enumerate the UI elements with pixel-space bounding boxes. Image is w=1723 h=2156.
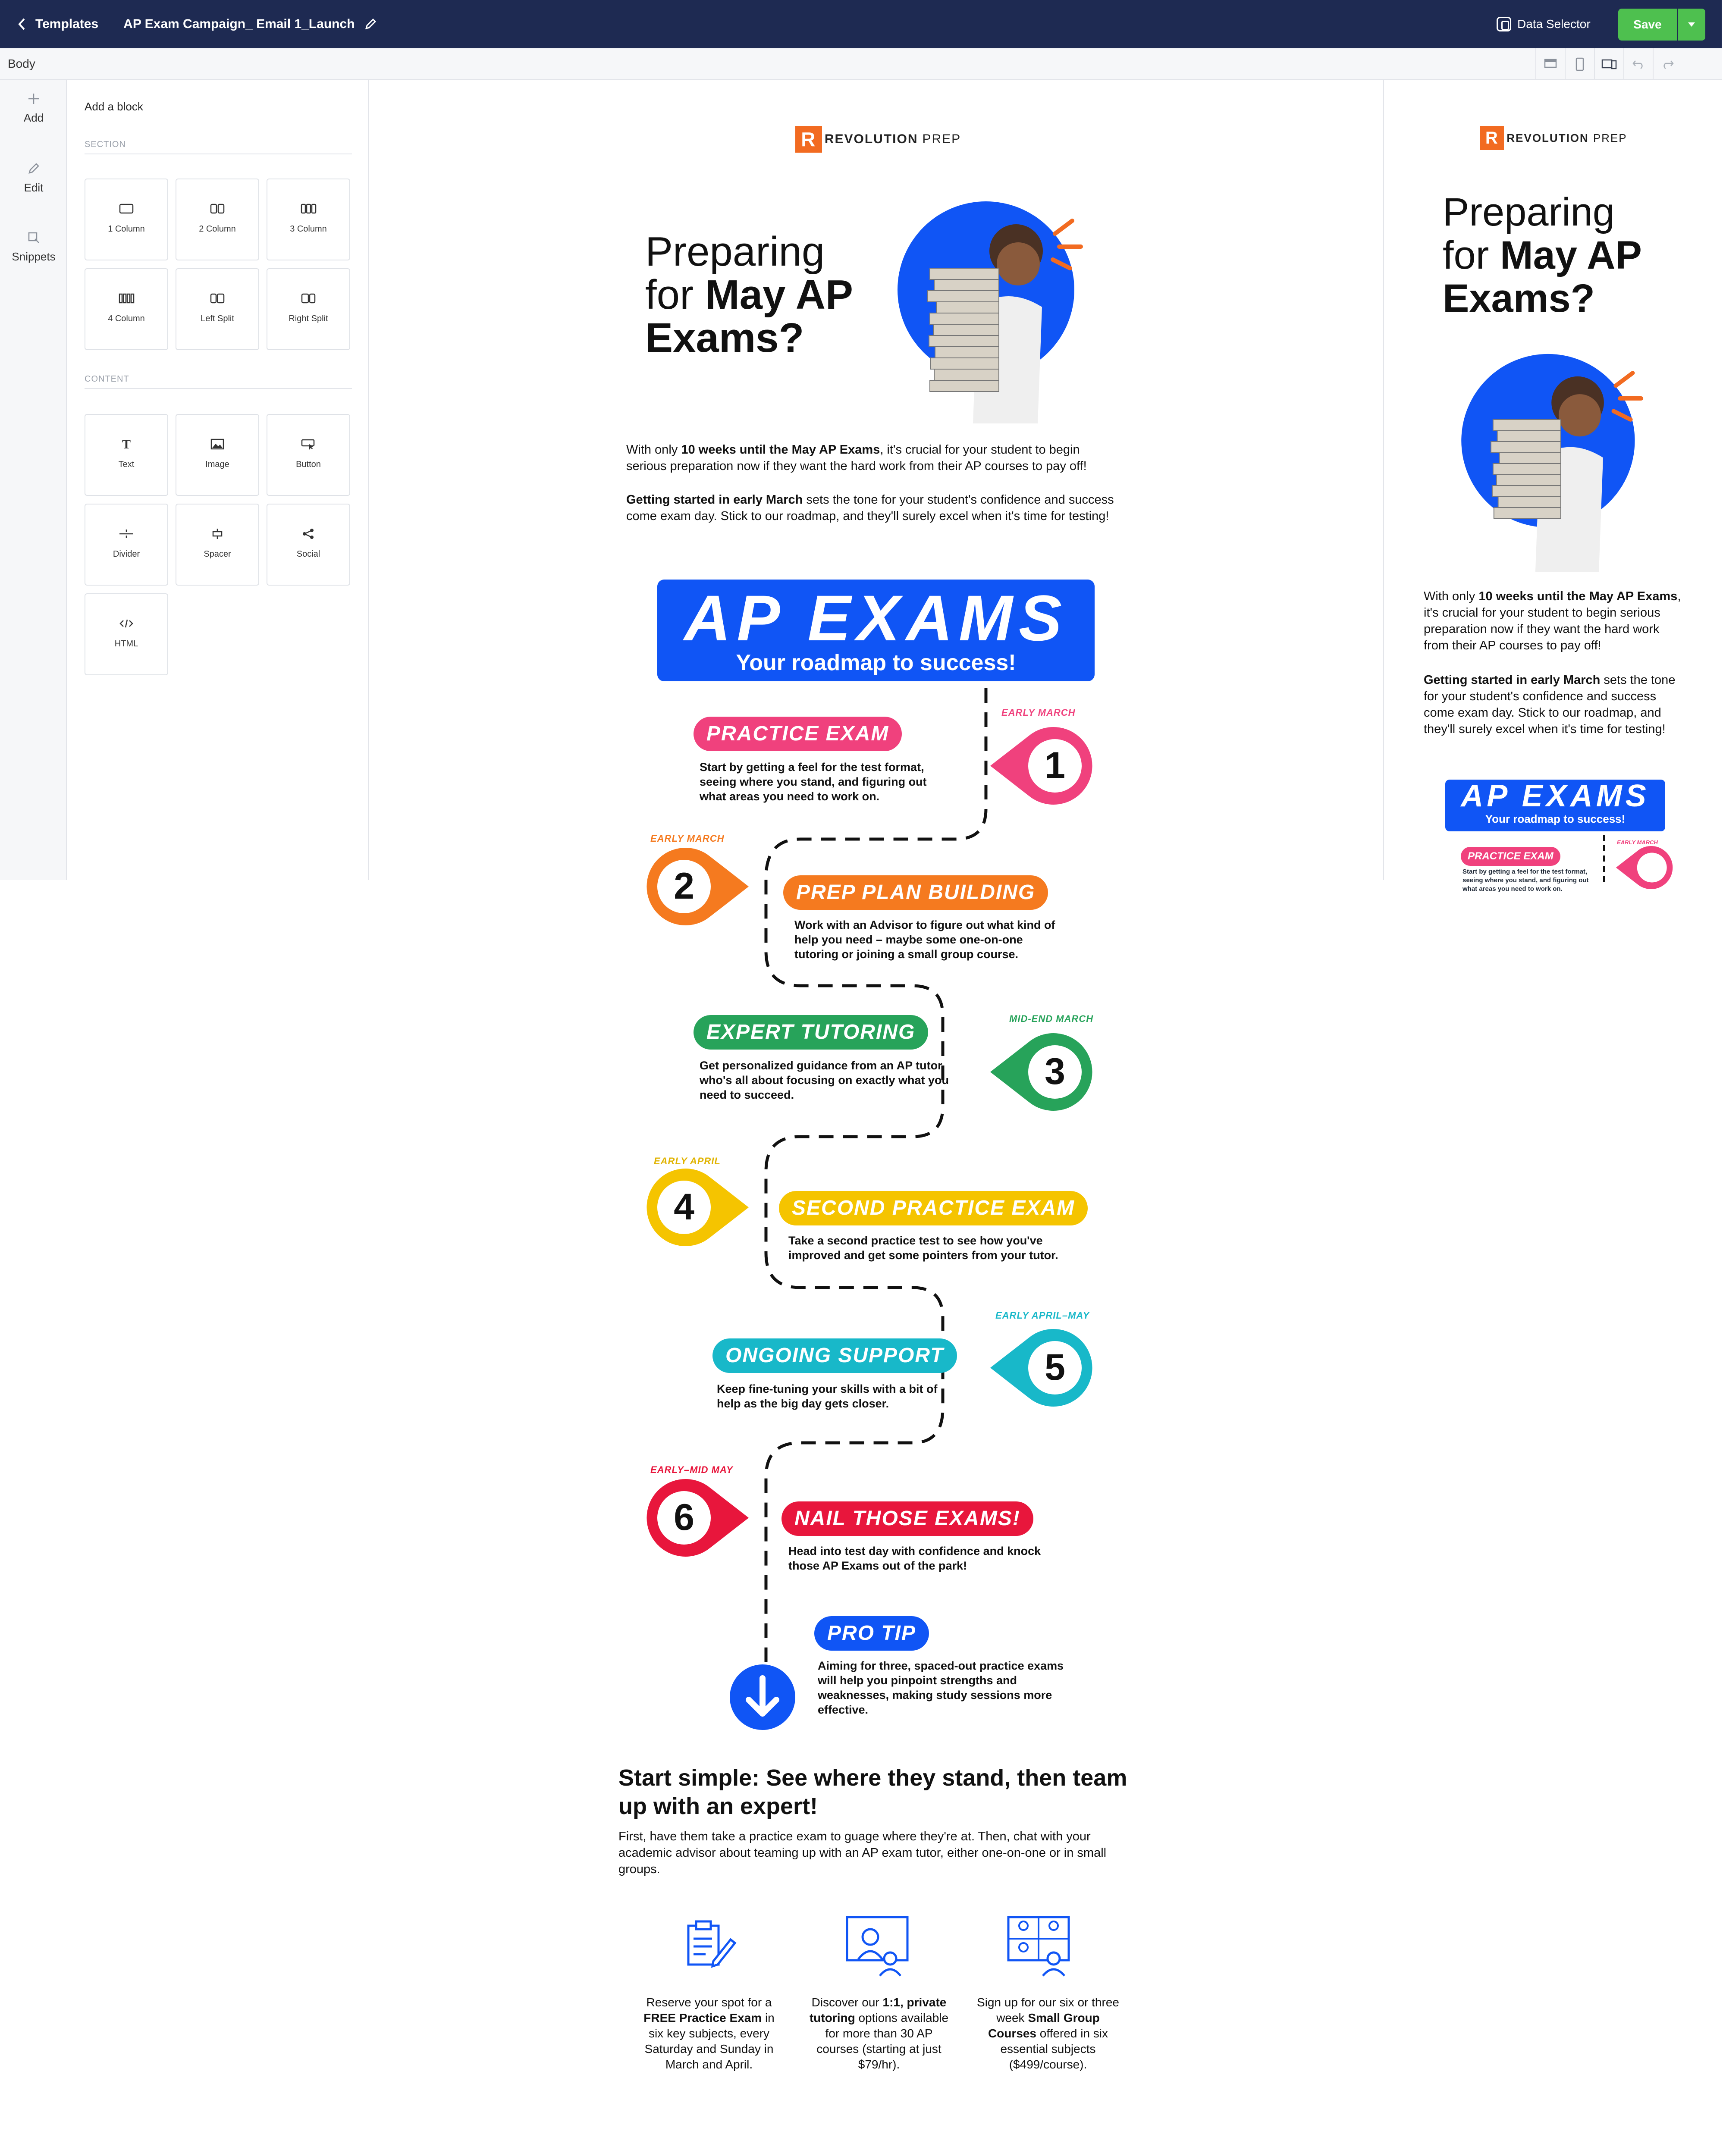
code-icon [119, 617, 134, 630]
tile-label: Spacer [204, 549, 231, 559]
step-1-when: EARLY MARCH [1001, 707, 1076, 718]
save-button[interactable]: Save [1618, 9, 1677, 41]
step-6-number: 6 [674, 1497, 694, 1538]
step-1-name: PRACTICE EXAM [694, 717, 902, 751]
content-heading: CONTENT [85, 374, 129, 384]
step-6-pin [645, 1479, 757, 1557]
section-heading: SECTION [85, 140, 126, 149]
email-canvas [369, 80, 1383, 2156]
rail-add[interactable] [0, 92, 67, 125]
mobile-intro-1 [1424, 588, 1682, 654]
hero-line-2b: May AP [1500, 233, 1642, 277]
left-rail [0, 80, 67, 880]
section-body: First, have them take a practice exam to guage where they're at. Then, chat with your academic advisor about teaming up with an AP exam tutor, either one-on-one or in small groups. [618, 1830, 1107, 1876]
intro-text: , it's crucial for your student to begin serious preparation now if they want the hard work from their AP courses to pay off! [1424, 589, 1681, 652]
step-6-when: EARLY–MID MAY [650, 1464, 733, 1475]
step-2-pin [645, 848, 757, 925]
logo-mark: R [795, 126, 822, 153]
tile-label: 1 Column [108, 224, 145, 234]
pencil-icon [27, 162, 40, 175]
hero-line-2a: for [1443, 233, 1500, 277]
hero-line-3: Exams? [1443, 276, 1595, 320]
data-selector-label: Data Selector [1517, 17, 1591, 31]
plus-icon [27, 92, 40, 105]
step-3-when: MID-END MARCH [1009, 1013, 1094, 1024]
tile-label: 3 Column [290, 224, 327, 234]
mobile-step-1-desc: Start by getting a feel for the test format, seeing where you stand, and figuring out what areas you need to work on. [1463, 868, 1589, 893]
view-tools [1535, 48, 1682, 80]
step-2-name: PREP PLAN BUILDING [783, 875, 1048, 910]
tile-right-split[interactable] [267, 268, 350, 350]
hero-line-3: Exams? [645, 315, 804, 361]
tile-label: HTML [114, 639, 138, 649]
intro-text: , it's crucial for your student to begin serious preparation now if they want the hard work from their AP courses to pay off! [626, 443, 1087, 473]
step-2-when: EARLY MARCH [650, 833, 725, 844]
col-text: Discover our [811, 1996, 883, 2009]
step-4-name: SECOND PRACTICE EXAM [779, 1191, 1088, 1225]
split-view-icon [1601, 58, 1617, 71]
right-split-icon [301, 292, 316, 304]
tile-4-column[interactable] [85, 268, 168, 350]
add-block-panel [67, 80, 369, 880]
step-5-when: EARLY APRIL–MAY [995, 1310, 1090, 1321]
step-3-pin [982, 1033, 1094, 1111]
intro-bold: 10 weeks until the May AP Exams [1478, 589, 1678, 603]
intro-text: sets the tone for your student's confidence and success come exam day. Stick to our roadmap, and they'll surely excel when it's time for testing! [1424, 673, 1676, 736]
svg-text:T: T [122, 437, 131, 451]
tile-2-column[interactable] [176, 179, 259, 260]
step-2-number: 2 [674, 865, 694, 907]
hero-line-2a: for [645, 272, 705, 318]
breadcrumb-body[interactable]: Body [8, 57, 35, 70]
mobile-intro-2 [1424, 672, 1682, 737]
desktop-icon [1544, 58, 1557, 71]
undo-button[interactable] [1623, 48, 1653, 80]
step-4-desc: Take a second practice test to see how you've improved and get some pointers from your tutor. [788, 1234, 1058, 1262]
tile-button[interactable] [267, 414, 350, 496]
back-label: Templates [35, 17, 99, 31]
step-5-desc: Keep fine-tuning your skills with a bit of help as the big day gets closer. [717, 1382, 938, 1410]
mobile-step-1-pin [1610, 846, 1675, 889]
mobile-student-image [1462, 352, 1651, 576]
image-icon [210, 438, 225, 450]
mobile-step-1-name: PRACTICE EXAM [1461, 847, 1560, 866]
column-3-text [975, 1995, 1121, 2072]
two-column-icon [210, 203, 225, 215]
col-bold: Small Group Courses [988, 2011, 1100, 2040]
divider-icon [119, 528, 134, 540]
intro-bold: Getting started in early March [626, 493, 803, 507]
col-bold: 1:1, private tutoring [809, 1996, 947, 2024]
rail-edit-label: Edit [24, 181, 44, 194]
ap-exams-subtitle: Your roadmap to success! [736, 650, 1016, 675]
tile-divider[interactable] [85, 504, 168, 586]
step-5-name: ONGOING SUPPORT [712, 1338, 957, 1373]
intro-bold: Getting started in early March [1424, 673, 1601, 687]
step-3-number: 3 [1045, 1051, 1065, 1092]
step-6-desc: Head into test day with confidence and knock those AP Exams out of the park! [788, 1545, 1041, 1572]
tile-label: Left Split [201, 314, 234, 323]
tile-label: Social [296, 549, 320, 559]
three-column-icon [301, 203, 316, 215]
col-bold: FREE Practice Exam [643, 2011, 762, 2024]
split-view-button[interactable] [1594, 48, 1623, 80]
ap-exams-title: AP EXAMS [684, 582, 1068, 654]
left-split-icon [210, 292, 225, 304]
tile-social[interactable] [267, 504, 350, 586]
tile-html[interactable] [85, 593, 168, 675]
hero-line-2b: May AP [705, 272, 853, 318]
blank-area [0, 880, 369, 2156]
undo-icon [1632, 59, 1645, 69]
section-heading: Start simple: See where they stand, then team up with an expert! [618, 1765, 1127, 1819]
intro-text: With only [1424, 589, 1479, 603]
tile-label: Right Split [289, 314, 328, 323]
snippet-icon [27, 231, 40, 244]
logo-light: PREP [922, 132, 961, 146]
col-text: Reserve your spot for a [646, 1996, 772, 2009]
four-column-icon [119, 292, 134, 304]
tile-spacer[interactable] [176, 504, 259, 586]
tile-label: Button [296, 460, 321, 469]
column-2-text [806, 1995, 952, 2072]
arrow-down-icon [728, 1663, 797, 1732]
pro-tip-desc: Aiming for three, spaced-out practice exams will help you pinpoint strengths and weaknesses, making study sessions more effective. [818, 1659, 1064, 1716]
data-selector-button[interactable] [1497, 0, 1591, 48]
tile-image[interactable] [176, 414, 259, 496]
tile-label: 4 Column [108, 314, 145, 323]
step-2-desc: Work with an Advisor to figure out what kind of help you need – maybe some one-on-one tutoring or joining a small group course. [794, 918, 1055, 961]
sub-toolbar [0, 48, 1722, 80]
pro-tip-name: PRO TIP [814, 1616, 929, 1651]
campaign-name: AP Exam Campaign_ Email 1_Launch [123, 17, 355, 31]
hero-line-1: Preparing [645, 229, 825, 275]
intro-text: sets the tone for your student's confidence and success come exam day. Stick to our roadmap, and they'll surely excel when it's time for testing! [626, 493, 1114, 523]
rail-snippets[interactable] [0, 231, 67, 263]
mobile-step-1-when: EARLY MARCH [1617, 839, 1658, 846]
col-text: options available for more than 30 AP courses (starting at just $79/hr). [816, 2011, 949, 2071]
step-6-name: NAIL THOSE EXAMS! [781, 1501, 1033, 1536]
redo-icon [1661, 59, 1674, 69]
mobile-preview [1383, 80, 1722, 893]
video-call-icon [843, 1913, 916, 1977]
button-icon [301, 438, 316, 450]
blank-area [1383, 880, 1722, 2156]
mobile-brand-logo [1384, 126, 1723, 150]
step-1-number: 1 [1045, 745, 1065, 786]
mobile-view-button[interactable] [1565, 48, 1594, 80]
intro-text: With only [626, 443, 681, 457]
step-3-name: EXPERT TUTORING [694, 1015, 928, 1050]
step-4-pin [645, 1169, 757, 1246]
logo-name: REVOLUTION [1506, 131, 1589, 144]
save-dropdown-button[interactable] [1678, 9, 1705, 41]
tile-label: Divider [113, 549, 140, 559]
col-text: Sign up for our six or three week [977, 1996, 1119, 2024]
logo-name: REVOLUTION [824, 132, 918, 146]
top-bar [0, 0, 1722, 48]
tile-3-column[interactable] [267, 179, 350, 260]
redo-button[interactable] [1653, 48, 1682, 80]
mobile-ap-banner [1445, 780, 1665, 831]
spacer-icon [210, 528, 225, 540]
tile-1-column[interactable] [85, 179, 168, 260]
column-1-text [636, 1995, 782, 2072]
step-5-pin [982, 1329, 1094, 1407]
caret-down-icon [1687, 22, 1696, 28]
rail-edit[interactable] [0, 162, 67, 194]
back-to-templates[interactable] [17, 17, 98, 31]
tile-label: 2 Column [199, 224, 236, 234]
panel-title: Add a block [85, 100, 143, 113]
col-text: offered in six essential subjects ($499/course). [1000, 2027, 1108, 2071]
tile-label: Image [205, 460, 229, 469]
tile-label: Text [118, 460, 135, 469]
ap-exams-subtitle: Your roadmap to success! [1485, 812, 1626, 825]
tile-text[interactable] [85, 414, 168, 496]
pencil-icon[interactable] [364, 18, 377, 31]
step-1-pin [982, 727, 1094, 805]
rail-add-label: Add [23, 111, 44, 124]
col-text: in six key subjects, every Saturday and Sunday in March and April. [644, 2011, 775, 2071]
data-selector-icon [1497, 17, 1511, 31]
text-icon [119, 438, 134, 450]
intro-bold: 10 weeks until the May AP Exams [681, 443, 880, 457]
divider [85, 388, 352, 389]
hero-line-1: Preparing [1443, 190, 1615, 234]
one-column-icon [119, 203, 134, 215]
share-icon [301, 528, 316, 540]
group-call-icon [1004, 1913, 1077, 1977]
clipboard-pencil-icon [675, 1913, 740, 1977]
ap-exams-title: AP EXAMS [1461, 779, 1650, 813]
mobile-icon [1575, 57, 1585, 71]
rail-snippets-label: Snippets [12, 250, 56, 263]
mobile-hero-heading [1443, 191, 1684, 320]
step-3-desc: Get personalized guidance from an AP tutor who's all about focusing on exactly what you need to succeed. [700, 1059, 949, 1101]
logo-light: PREP [1593, 131, 1627, 144]
step-4-when: EARLY APRIL [654, 1156, 721, 1166]
logo-mark: R [1480, 126, 1504, 150]
step-1-desc: Start by getting a feel for the test format, seeing where you stand, and figuring out what areas you need to work on. [700, 761, 927, 803]
chevron-left-icon [17, 18, 27, 31]
tile-left-split[interactable] [176, 268, 259, 350]
step-4-number: 4 [674, 1186, 694, 1228]
desktop-view-button[interactable] [1535, 48, 1565, 80]
step-5-number: 5 [1045, 1347, 1065, 1388]
mobile-roadmap-path [1600, 835, 1608, 882]
